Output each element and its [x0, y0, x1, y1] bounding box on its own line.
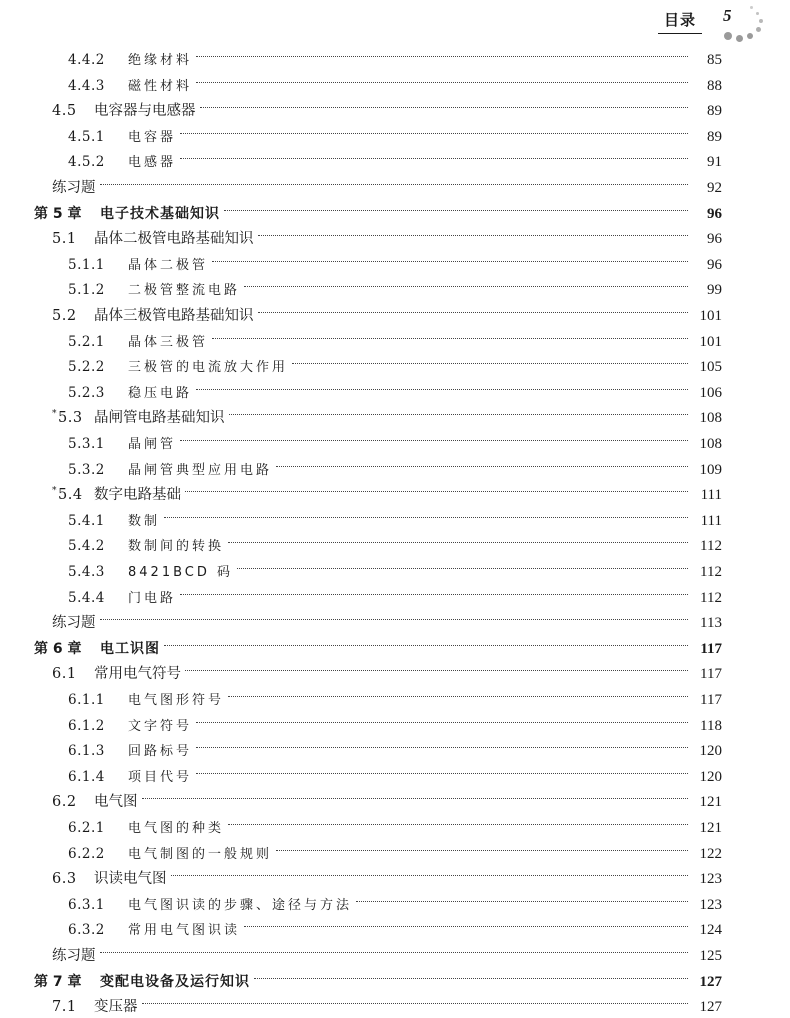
- dot-leader: [254, 977, 688, 979]
- toc-entry-page-number: 127: [699, 973, 722, 990]
- toc-entry-page-number: 105: [699, 359, 722, 376]
- toc-entry-number: 6.1.4: [68, 768, 105, 785]
- toc-entry-page-number: 120: [699, 768, 722, 785]
- dot-leader: [228, 695, 688, 697]
- dot-leader: [196, 55, 688, 57]
- dot-leader: [229, 413, 689, 415]
- toc-entry-page-number: 101: [699, 308, 722, 324]
- toc-entry-title: 电工识图: [100, 640, 160, 657]
- toc-entry-title: 电气图: [94, 794, 138, 811]
- toc-entry-title: 数字电路基础: [94, 487, 181, 504]
- dot-leader: [100, 183, 689, 185]
- dot-leader: [196, 388, 688, 390]
- dot-leader: [292, 362, 688, 364]
- toc-entry-number: 6.1.1: [68, 692, 105, 708]
- toc-entry-sub[interactable]: [68, 151, 722, 173]
- toc-entry-sub[interactable]: [68, 894, 722, 916]
- toc-entry-page-number: 125: [699, 948, 722, 964]
- dot-leader: [171, 874, 689, 876]
- toc-entry-title: 数制间的转换: [128, 539, 225, 555]
- toc-entry-section[interactable]: [52, 484, 722, 506]
- toc-entry-section[interactable]: [52, 663, 722, 685]
- toc-entry-title: 电气制图的一般规则: [128, 846, 273, 862]
- dot-leader: [100, 618, 689, 620]
- toc-entry-sub[interactable]: [68, 715, 722, 737]
- toc-entry-sub[interactable]: [68, 356, 722, 378]
- toc-entry-page-number: 124: [699, 922, 722, 939]
- dot-leader: [100, 951, 689, 953]
- dot-leader: [258, 311, 689, 313]
- toc-entry-title: 电容器与电感器: [94, 103, 196, 120]
- toc-entry-number: 6.1.2: [68, 717, 105, 734]
- toc-entry-sub[interactable]: [68, 279, 722, 301]
- toc-entry-sub[interactable]: [68, 433, 722, 455]
- toc-entry-sub[interactable]: [68, 689, 722, 711]
- toc-entry-title: 常用电气图识读: [128, 923, 241, 939]
- dots-decoration-icon: [714, 4, 770, 46]
- toc-entry-page-number: 111: [700, 487, 722, 504]
- toc-entry-number: 5.1: [52, 231, 77, 248]
- toc-entry-number: 6.1: [52, 666, 77, 683]
- toc-entry-section[interactable]: [52, 996, 722, 1018]
- toc-entry-title: 晶闸管典型应用电路: [128, 462, 273, 478]
- toc-entry-number: *5.3: [52, 409, 83, 427]
- toc-entry-chapter[interactable]: [34, 203, 722, 225]
- toc-entry-number: 6.3.1: [68, 896, 105, 913]
- dot-leader: [228, 823, 688, 825]
- toc-entry-sub[interactable]: [68, 331, 722, 353]
- toc-entry-title: 绝缘材料: [128, 53, 193, 68]
- toc-entry-number: 第 7 章: [34, 973, 82, 990]
- toc-entry-sub[interactable]: [68, 382, 722, 404]
- toc-entry-chapter[interactable]: [34, 971, 722, 993]
- toc-entry-title: 项目代号: [128, 769, 193, 785]
- toc-entry-page-number: 89: [707, 128, 722, 145]
- toc-entry-number: 5.3.1: [68, 436, 105, 452]
- toc-entry-sub[interactable]: [68, 75, 722, 97]
- toc-entry-title: 门电路: [128, 590, 177, 606]
- toc-entry-page-number: 111: [700, 512, 722, 529]
- toc-entry-sub[interactable]: [68, 766, 722, 788]
- toc-entry-page-number: 117: [700, 692, 722, 708]
- toc-entry-title: 晶体三极管电路基础知识: [94, 308, 254, 324]
- toc-entry-number: 4.5.1: [68, 128, 105, 145]
- dot-leader: [258, 234, 689, 236]
- toc-entry-number: 4.4.2: [68, 52, 105, 68]
- toc-entry-number: 5.2.1: [68, 333, 105, 350]
- toc-entry-section[interactable]: [52, 228, 722, 250]
- toc-entry-sub[interactable]: [68, 817, 722, 839]
- dot-leader: [142, 1002, 689, 1004]
- toc-entry-page-number: 123: [699, 896, 722, 913]
- toc-entry-number: 5.3.2: [68, 461, 105, 478]
- toc-entry-number: 6.1.3: [68, 743, 105, 760]
- toc-entry-title: 电气图的种类: [128, 821, 225, 836]
- toc-entry-page-number: 108: [699, 436, 722, 452]
- toc-entry-title: 电感器: [128, 155, 177, 171]
- toc-entry-page-number: 101: [699, 333, 722, 350]
- dot-leader: [196, 746, 688, 748]
- toc-entry-number: 5.4.4: [68, 589, 105, 606]
- toc-entry-title: 识读电气图: [94, 871, 167, 888]
- toc-entry-page-number: 96: [707, 231, 722, 248]
- toc-entry-title: 晶体三极管: [128, 334, 209, 350]
- toc-entry-title: 常用电气符号: [94, 666, 181, 683]
- toc-entry-page-number: 88: [707, 77, 722, 94]
- toc-entry-title: 练习题: [52, 180, 96, 196]
- toc-entry-number: 6.3: [52, 871, 77, 888]
- toc-entry-exercise[interactable]: [52, 945, 722, 967]
- toc-entry-page-number: 121: [699, 794, 722, 811]
- toc-entry-page-number: 112: [700, 589, 722, 606]
- toc-entry-number: 第 6 章: [34, 640, 82, 657]
- dot-leader: [185, 490, 688, 492]
- dot-leader: [228, 541, 688, 543]
- toc-entry-title: 练习题: [52, 615, 96, 632]
- header-underline: [658, 33, 702, 34]
- toc-entry-page-number: 112: [700, 564, 722, 580]
- toc-entry-title: 晶闸管电路基础知识: [94, 410, 225, 427]
- toc-entry-page-number: 92: [707, 180, 722, 196]
- toc-entry-number: 5.4.1: [68, 512, 105, 529]
- toc-entry-number: 5.4.2: [68, 538, 105, 555]
- toc-entry-title: 电气图识读的步骤、途径与方法: [128, 897, 353, 913]
- toc-entry-title: 磁性材料: [128, 78, 193, 94]
- toc-entry-page-number: 117: [700, 666, 722, 683]
- toc-entry-number: 5.1.1: [68, 256, 105, 273]
- toc-entry-title: 变配电设备及运行知识: [100, 973, 250, 990]
- toc-entry-page-number: 121: [699, 820, 722, 836]
- header-page-number: 5: [723, 6, 732, 25]
- toc-entry-number: 6.2: [52, 794, 77, 811]
- toc-entry-title: 晶体二极管: [128, 257, 209, 273]
- toc-entry-sub[interactable]: [68, 535, 722, 557]
- toc-entry-title: 回路标号: [128, 744, 193, 760]
- dot-leader: [180, 593, 688, 595]
- toc-entry-page-number: 109: [699, 461, 722, 478]
- toc-entry-number: 5.2.3: [68, 384, 105, 401]
- toc-entry-page-number: 99: [707, 282, 722, 299]
- dot-leader: [185, 669, 688, 671]
- toc-entry-title: 文字符号: [128, 718, 193, 734]
- toc-entry-title: 电子技术基础知识: [100, 205, 220, 222]
- toc-entry-title: 晶闸管: [128, 437, 177, 452]
- dot-leader: [196, 772, 688, 774]
- toc-entry-sub[interactable]: [68, 510, 722, 532]
- toc-entry-title: 练习题: [52, 948, 96, 964]
- toc-entry-number: *5.4: [52, 486, 83, 504]
- toc-entry-page-number: 118: [700, 717, 722, 734]
- toc-entry-page-number: 117: [700, 640, 722, 657]
- toc-entry-number: 6.2.2: [68, 845, 105, 862]
- toc-entry-title: 数制: [128, 513, 161, 529]
- dot-leader: [212, 337, 688, 339]
- toc-entry-sub[interactable]: [68, 843, 722, 865]
- toc-entry-page-number: 96: [707, 256, 722, 273]
- toc-entry-page-number: 106: [699, 384, 722, 401]
- toc-entry-number: 5.4.3: [68, 564, 105, 580]
- toc-entry-title: 稳压电路: [128, 385, 193, 401]
- toc-entry-sub[interactable]: [68, 740, 722, 762]
- dot-leader: [237, 567, 688, 569]
- dot-leader: [180, 132, 688, 134]
- toc-entry-sub[interactable]: [68, 126, 722, 148]
- toc-entry-number: 第 5 章: [34, 205, 82, 222]
- toc-entry-number: 4.5.2: [68, 154, 105, 171]
- dot-leader: [180, 157, 688, 159]
- toc-entry-title: 三极管的电流放大作用: [128, 360, 289, 376]
- toc-entry-page-number: 127: [699, 999, 722, 1016]
- toc-entry-section[interactable]: [52, 868, 722, 890]
- toc-entry-section[interactable]: [52, 407, 722, 429]
- dot-leader: [244, 925, 688, 927]
- toc-entry-sub[interactable]: [68, 587, 722, 609]
- toc-entry-number: 4.4.3: [68, 77, 105, 94]
- dot-leader: [180, 439, 688, 441]
- toc-entry-title: 晶体二极管电路基础知识: [94, 231, 254, 248]
- toc-entry-sub[interactable]: [68, 459, 722, 481]
- page-header: [0, 0, 790, 44]
- toc-entry-sub[interactable]: [68, 561, 722, 583]
- toc-entry-exercise[interactable]: [52, 177, 722, 199]
- dot-leader: [276, 849, 688, 851]
- dot-leader: [356, 900, 688, 902]
- toc-entry-number: 6.3.2: [68, 922, 105, 939]
- toc-entry-title: 电气图形符号: [128, 693, 225, 708]
- toc-entry-page-number: 122: [699, 845, 722, 862]
- toc-entry-exercise[interactable]: [52, 612, 722, 634]
- toc-entry-page-number: 89: [707, 103, 722, 120]
- toc-entry-title: 变压器: [94, 999, 138, 1016]
- dot-leader: [276, 465, 688, 467]
- toc-entry-page-number: 96: [707, 205, 722, 222]
- toc-entry-number: 6.2.1: [68, 820, 105, 836]
- toc-entry-page-number: 112: [700, 538, 722, 555]
- toc-entry-title: 电容器: [128, 129, 177, 145]
- toc-entry-section[interactable]: [52, 100, 722, 122]
- toc-entry-page-number: 108: [699, 410, 722, 427]
- dot-leader: [196, 721, 688, 723]
- dot-leader: [196, 81, 688, 83]
- toc-entry-number: 5.2.2: [68, 359, 105, 376]
- toc-entry-number: 5.1.2: [68, 282, 105, 299]
- toc-entry-section[interactable]: [52, 305, 722, 327]
- toc-entry-page-number: 91: [707, 154, 722, 171]
- toc-entry-page-number: 85: [707, 52, 722, 68]
- toc-entry-number: 7.1: [52, 999, 77, 1016]
- dot-leader: [244, 285, 688, 287]
- toc-entry-sub[interactable]: [68, 254, 722, 276]
- toc-entry-title: 二极管整流电路: [128, 283, 241, 299]
- toc-entry-number: 4.5: [52, 103, 77, 120]
- toc-entry-page-number: 123: [699, 871, 722, 888]
- toc-entry-section[interactable]: [52, 791, 722, 813]
- toc-entry-page-number: 120: [699, 743, 722, 760]
- dot-leader: [142, 797, 689, 799]
- toc-entry-chapter[interactable]: [34, 638, 722, 660]
- toc-entry-title: 8421BCD 码: [128, 565, 233, 580]
- toc-entry-number: 5.2: [52, 308, 77, 324]
- dot-leader: [164, 644, 688, 646]
- running-header-title: 目录: [664, 11, 697, 29]
- dot-leader: [200, 106, 689, 108]
- dot-leader: [164, 516, 688, 518]
- dot-leader: [224, 209, 688, 211]
- toc-entry-sub[interactable]: [68, 919, 722, 941]
- dot-leader: [212, 260, 688, 262]
- toc-entry-page-number: 113: [700, 615, 722, 632]
- toc-entry-sub[interactable]: [68, 49, 722, 71]
